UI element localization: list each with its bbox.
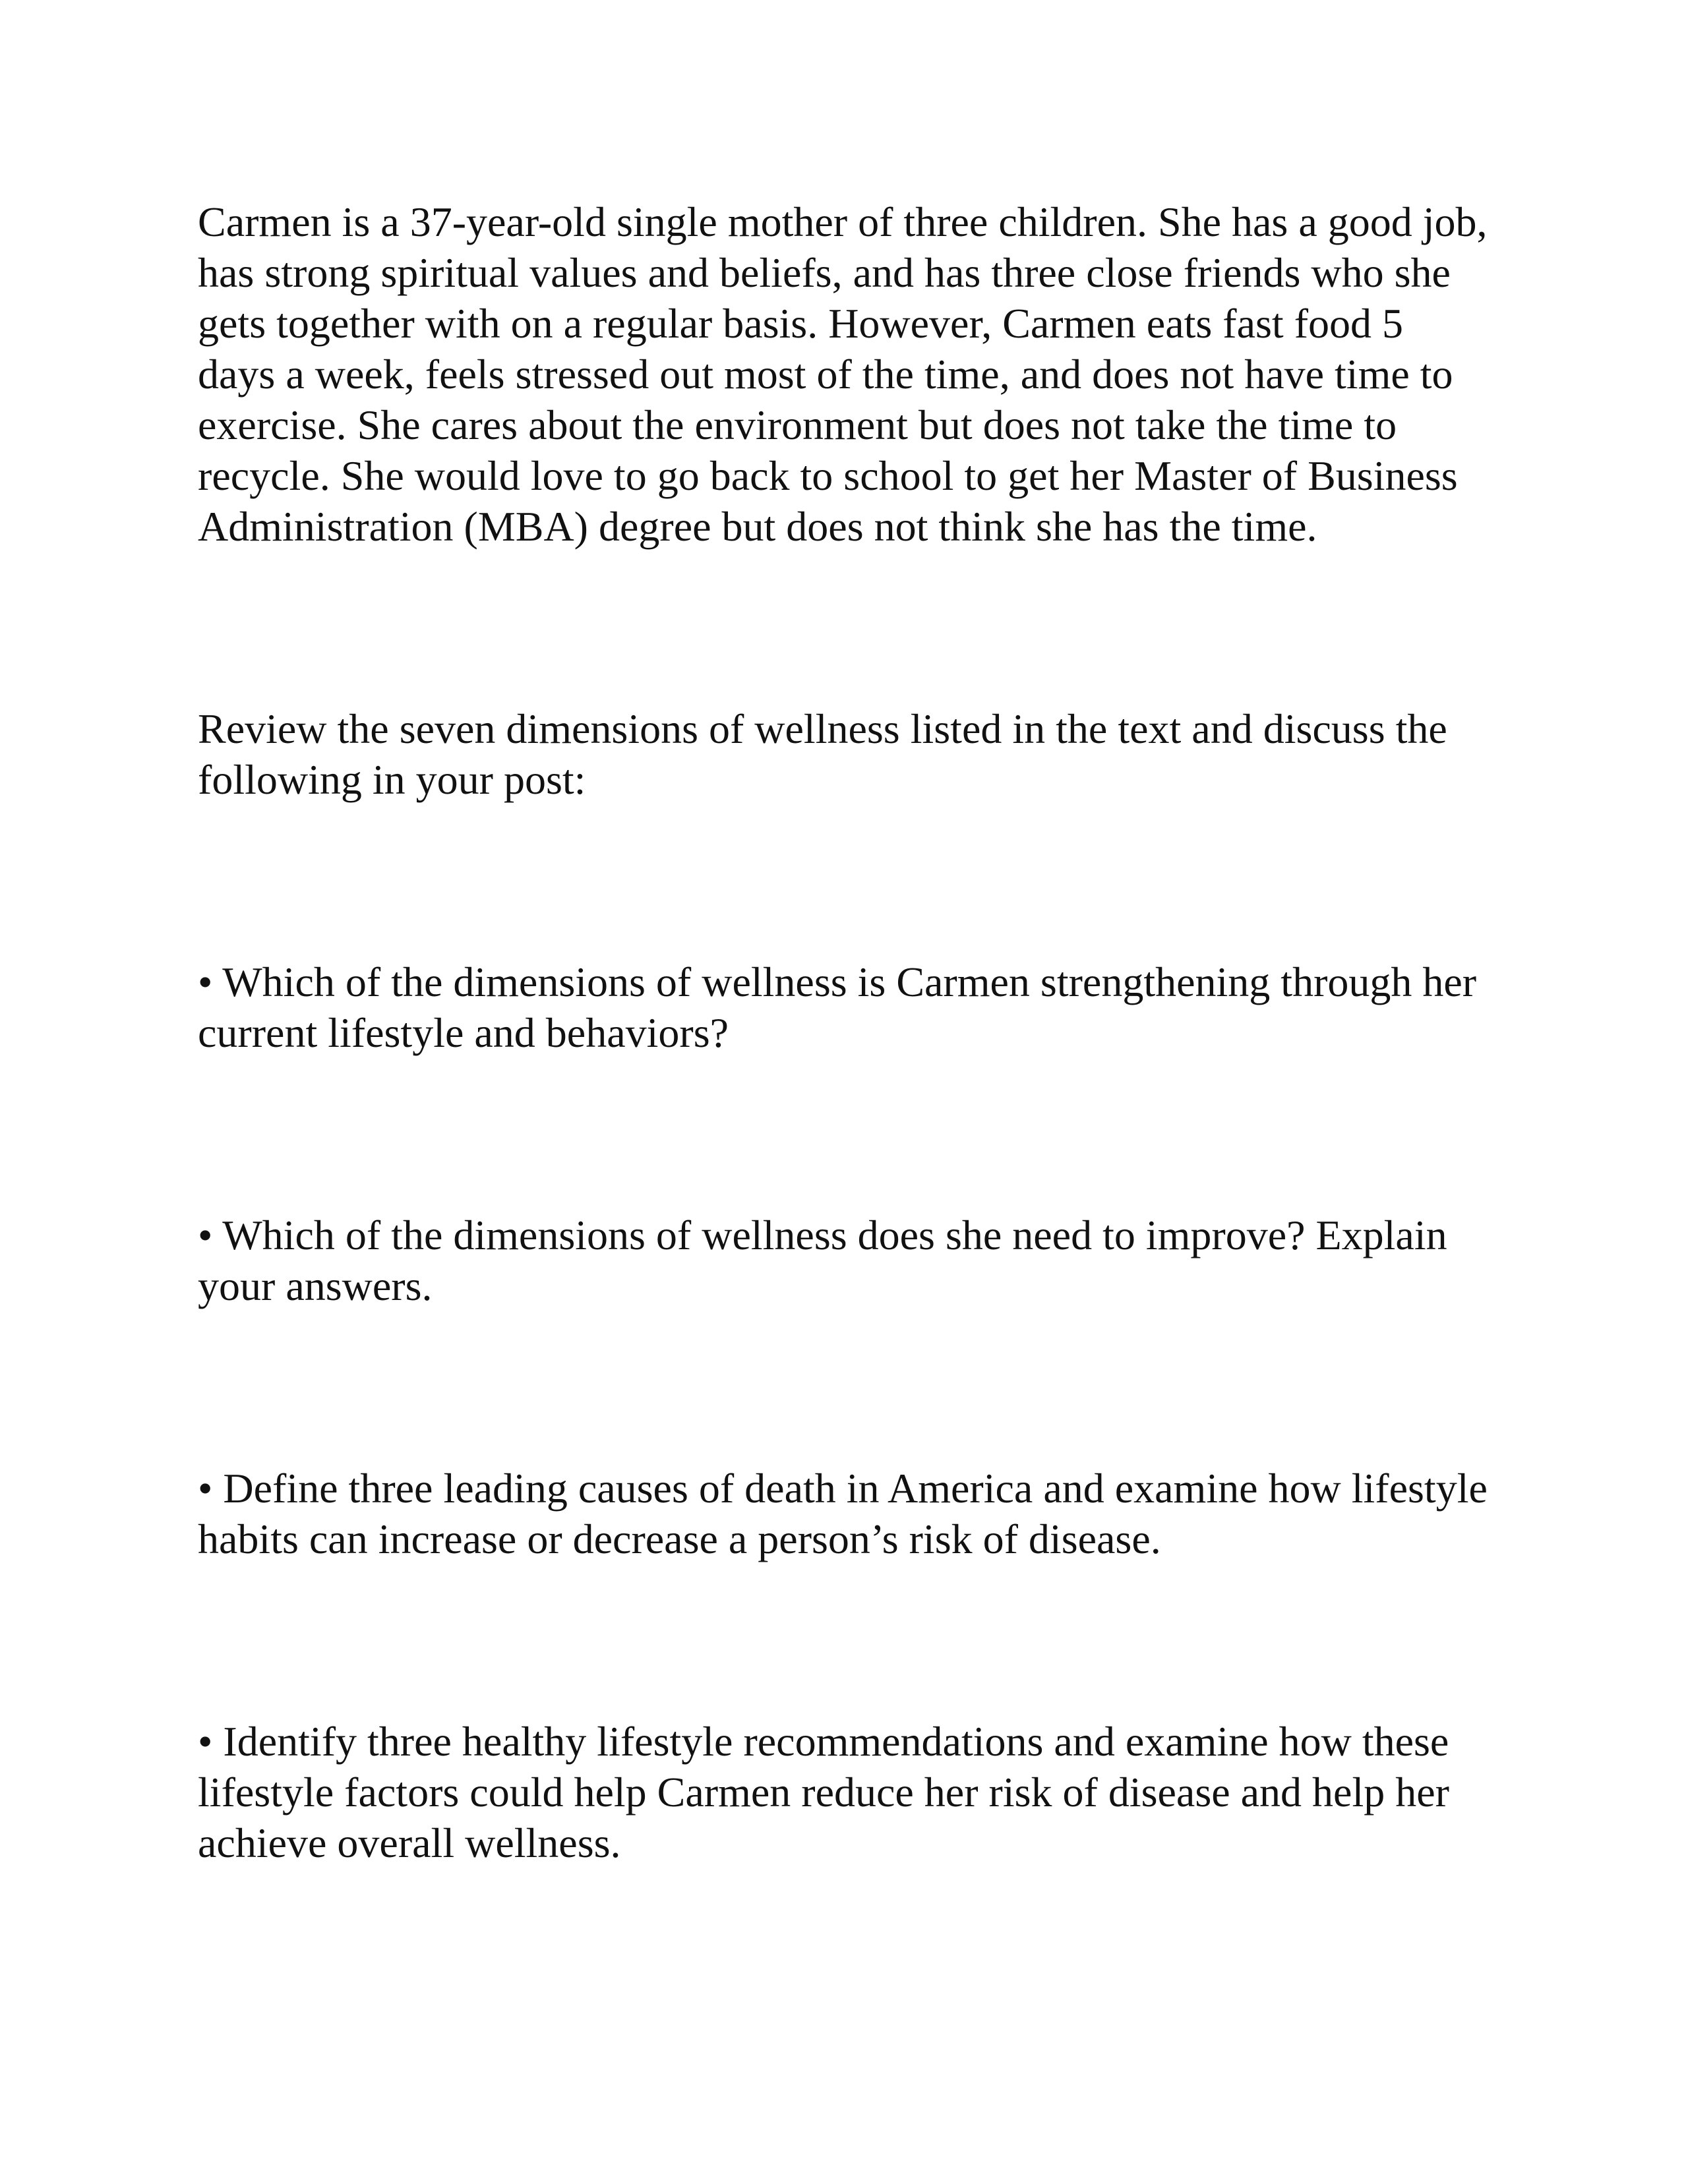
intro-paragraph: Carmen is a 37-year-old single mother of three children. She has a good job, has strong spiritual values and beliefs, and has three close friends who she gets together with on a regular basis. However, Carmen eats fast food 5 days a week, feels stressed out most of the time, and does not have time to exercise. She cares about the environment but does not take the time to recycle. She would love to go back to school to get her Master of Business Administration (MBA) degree but does not think she has the time. — [198, 198, 1488, 550]
bullet-symbol: • — [198, 1718, 213, 1765]
bullet-text: Which of the dimensions of wellness does she need to improve? Explain your answers. — [198, 1212, 1447, 1309]
bullet-text: Define three leading causes of death in America and examine how lifestyle habits can increase or decrease a person’s risk of disease. — [198, 1465, 1488, 1562]
bullet-item-2 — [198, 1210, 1490, 1311]
bullet-symbol: • — [198, 1465, 213, 1512]
bullet-item-4 — [198, 1716, 1490, 1868]
bullet-symbol: • — [198, 1212, 213, 1258]
prompt-paragraph: Review the seven dimensions of wellness listed in the text and discuss the following in your post: — [198, 705, 1447, 803]
bullet-text: Identify three healthy lifestyle recommendations and examine how these lifestyle factors could help Carmen reduce her risk of disease and help her achieve overall wellness. — [198, 1718, 1449, 1866]
bullet-item-1 — [198, 957, 1490, 1058]
bullet-symbol: • — [198, 959, 213, 1005]
bullet-item-3 — [198, 1463, 1490, 1564]
document-body — [198, 196, 1510, 1868]
bullet-text: Which of the dimensions of wellness is Carmen strengthening through her current lifestyle and behaviors? — [198, 959, 1477, 1056]
